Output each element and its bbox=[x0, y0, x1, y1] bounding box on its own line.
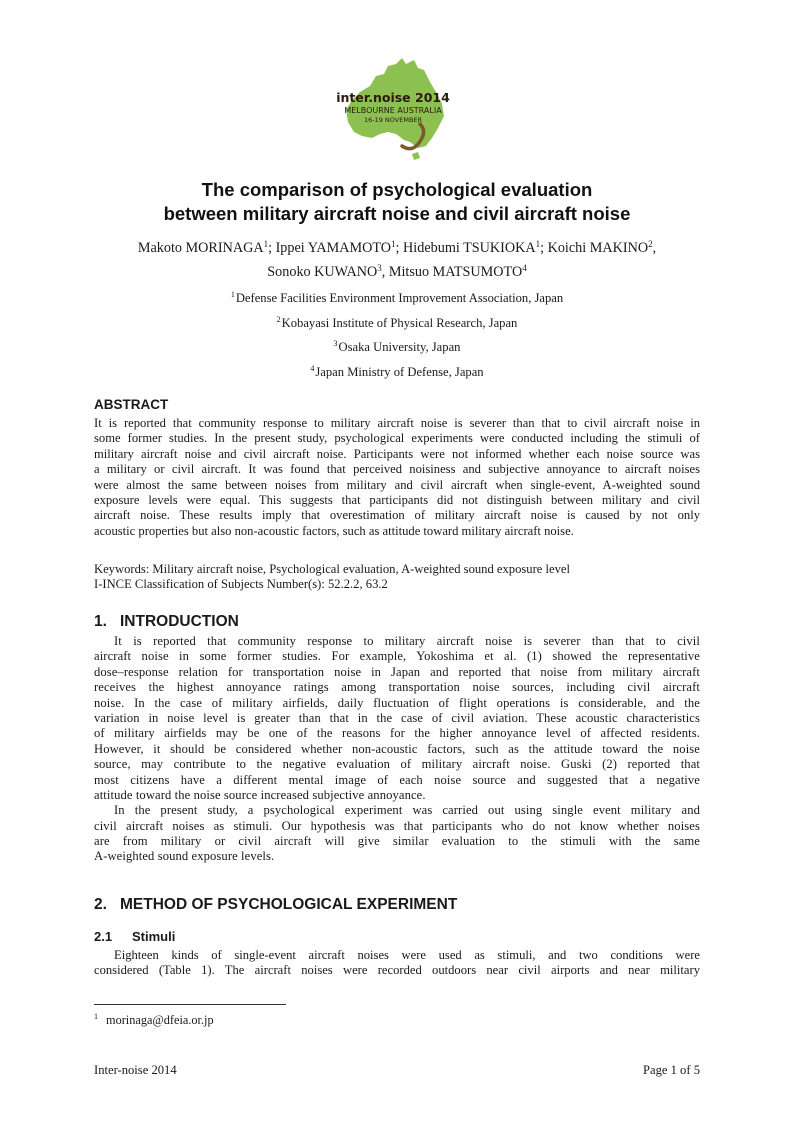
classification-line: I-INCE Classification of Subjects Number(s): 52.2.2, 63.2 bbox=[94, 577, 388, 592]
abstract-line: a military or civil aircraft. It was found that perceived noisiness and subjective annoyance to aircraft noises bbox=[94, 462, 700, 477]
body-line: most citizens have a different mental image of each noise source and suggested that a negative bbox=[94, 772, 700, 787]
australia-map-logo bbox=[332, 52, 454, 164]
author-name: Mitsuo MATSUMOTO bbox=[388, 264, 523, 280]
author-separator: , bbox=[652, 240, 657, 256]
section-1-heading bbox=[94, 612, 239, 632]
tasmania-shape bbox=[412, 152, 420, 160]
affiliation-mark: 2 bbox=[276, 314, 281, 324]
affiliation-mark: 1 bbox=[230, 290, 235, 299]
footnote-mark: 1 bbox=[94, 1012, 98, 1021]
author-name: Sonoko KUWANO bbox=[267, 264, 378, 280]
author-affil-mark: 2 bbox=[648, 239, 653, 249]
abstract-line: military aircraft noise and civil aircraft noise. Participants were not informed whether each noise source was bbox=[94, 446, 700, 461]
abstract-heading: ABSTRACT bbox=[94, 397, 169, 412]
keywords-block bbox=[94, 562, 700, 593]
body-line: dose–response relation for transportation noise in Japan and reported that noise from military aircraft bbox=[94, 664, 700, 679]
conference-logo bbox=[332, 52, 454, 164]
logo-dates: 16-19 NOVEMBER bbox=[363, 116, 423, 124]
body-line: aircraft noise in some former studies. For example, Yokoshima et al. (1) showed the representative bbox=[94, 649, 700, 664]
abstract-body bbox=[94, 416, 700, 539]
affiliation-text: Osaka University, Japan bbox=[338, 340, 461, 354]
affiliation bbox=[94, 337, 700, 362]
body-line: It is reported that community response to military aircraft noise is severer than that to civil bbox=[114, 634, 700, 648]
body-line: are from military or civil aircraft will give similar evaluation to the stimuli with the same bbox=[94, 834, 700, 849]
introduction-body bbox=[94, 634, 700, 865]
body-line: civil aircraft noises as stimuli. Our hypothesis was that participants who do not know whether noises bbox=[94, 818, 700, 833]
body-line: Eighteen kinds of single-event aircraft noises were used as stimuli, and two conditions were bbox=[114, 948, 700, 962]
body-line: variation in noise level is greater than that in the case of civil aviation. These acoustic characteristics bbox=[94, 710, 700, 725]
author-name: Makoto MORINAGA bbox=[137, 240, 264, 256]
section-number: 1. bbox=[94, 613, 107, 630]
affiliation-text: Defense Facilities Environment Improvement Association, Japan bbox=[235, 291, 564, 305]
footer-page-number: Page 1 of 5 bbox=[642, 1063, 700, 1077]
abstract-line: acoustic properties but also non-acoustic factors, such as attitude toward military aircraft noise. bbox=[94, 523, 574, 538]
subsection-title: Stimuli bbox=[132, 929, 176, 944]
author-list bbox=[94, 236, 700, 284]
stimuli-body bbox=[94, 948, 700, 979]
abstract-line: some former studies. In the present study, psychological experiments were conducted including the stimuli of bbox=[94, 431, 700, 446]
footnote-email: morinaga@dfeia.or.jp bbox=[106, 1013, 214, 1027]
footnote-divider bbox=[94, 1004, 286, 1005]
author-name: Hidebumi TSUKIOKA bbox=[403, 240, 536, 256]
affiliation-text: Japan Ministry of Defense, Japan bbox=[315, 364, 484, 379]
author-affil-mark: 1 bbox=[391, 239, 396, 249]
section-title: INTRODUCTION bbox=[120, 613, 239, 630]
author-affil-mark: 1 bbox=[263, 239, 269, 249]
author-affil-mark: 1 bbox=[535, 239, 541, 249]
abstract-line: were almost the same between noises from military and civil aircraft when single-event, A-weighted sound bbox=[94, 477, 700, 492]
logo-title: inter.noise 2014 bbox=[336, 90, 450, 105]
abstract-line: aircraft noise. These results imply that overestimation of military aircraft noise is caused by not only bbox=[94, 508, 700, 523]
affiliation-mark: 3 bbox=[333, 339, 338, 348]
subsection-number: 2.1 bbox=[94, 929, 113, 944]
body-line: In the present study, a psychological experiment was carried out using single event military and bbox=[114, 803, 700, 818]
body-line: However, it should be considered whether non-acoustic factors, such as the attitude toward the noise bbox=[94, 741, 700, 756]
author-separator: ; bbox=[268, 240, 276, 256]
abstract-line: exposure levels were equal. This suggests that participants did not distinguish between military and civil bbox=[94, 492, 700, 507]
body-line: source, may contribute to the negative evaluation of military aircraft noise. Guski (2) reported that bbox=[94, 757, 700, 772]
author-name: Ippei YAMAMOTO bbox=[275, 240, 392, 256]
affiliation bbox=[94, 288, 700, 313]
body-line: noise. In the case of military airfields, daily fluctuation of flight operations is considerable, and the bbox=[94, 695, 700, 710]
affiliation-list bbox=[94, 288, 700, 386]
body-line: considered (Table 1). The aircraft noises were recorded outdoors near civil airports and near military bbox=[94, 963, 700, 978]
title-line-2: between military aircraft noise and civil aircraft noise bbox=[163, 203, 631, 224]
affiliation-text: Kobayasi Institute of Physical Research, Japan bbox=[281, 315, 518, 330]
affiliation bbox=[94, 362, 700, 387]
author-separator: ; bbox=[395, 240, 404, 256]
author-separator: ; bbox=[540, 240, 548, 256]
keywords-line: Keywords: Military aircraft noise, Psychological evaluation, A-weighted sound exposure level bbox=[94, 562, 570, 576]
section-number: 2. bbox=[94, 896, 107, 913]
body-line: of military airfields may be one of the reasons for the higher annoyance level of affected residents. bbox=[94, 726, 700, 741]
affiliation bbox=[94, 313, 700, 338]
affiliation-mark: 4 bbox=[310, 363, 315, 373]
body-line: A-weighted sound exposure levels. bbox=[94, 849, 275, 864]
author-name: Koichi MAKINO bbox=[547, 240, 649, 256]
footer-conference: Inter-noise 2014 bbox=[94, 1063, 177, 1077]
logo-location: MELBOURNE AUSTRALIA bbox=[344, 106, 442, 115]
section-2-heading bbox=[94, 895, 457, 915]
title-line-1: The comparison of psychological evaluation bbox=[201, 179, 593, 200]
author-line-1 bbox=[94, 236, 700, 260]
author-affil-mark: 3 bbox=[377, 263, 382, 273]
abstract-line: It is reported that community response to military aircraft noise is severer than that to civil aircraft noise in bbox=[94, 416, 700, 430]
footnote bbox=[94, 1012, 214, 1028]
author-affil-mark: 4 bbox=[522, 263, 527, 273]
paper-title bbox=[94, 178, 700, 226]
author-separator: , bbox=[381, 264, 389, 280]
subsection-2-1-heading bbox=[94, 928, 175, 946]
section-title: METHOD OF PSYCHOLOGICAL EXPERIMENT bbox=[120, 896, 458, 913]
body-line: receives the highest annoyance ratings among transportation noise sources, including civil aircraft bbox=[94, 680, 700, 695]
body-line: attitude toward the noise source increased subjective annoyance. bbox=[94, 787, 426, 802]
author-line-2 bbox=[94, 260, 700, 284]
